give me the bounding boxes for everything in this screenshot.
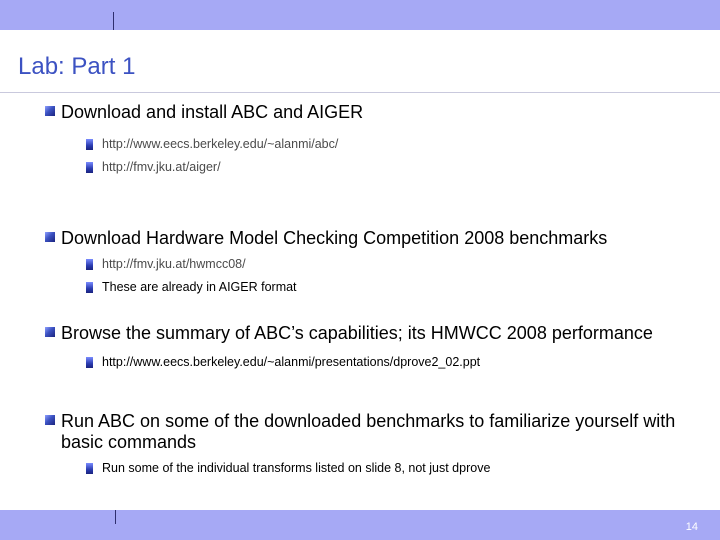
bullet-text: Download Hardware Model Checking Competition 2008 benchmarks (61, 228, 608, 248)
link-hwmcc08[interactable]: http://fmv.jku.at/hwmcc08/ (102, 257, 246, 271)
bullet-text: Run ABC on some of the downloaded benchmarks to familiarize yourself with basic commands (61, 411, 676, 452)
sub-bullet-icon (86, 357, 93, 368)
sub-bullet-icon (86, 162, 93, 173)
sub-bullet-icon (86, 259, 93, 270)
page-number: 14 (685, 521, 698, 533)
title-divider (0, 92, 720, 93)
top-band-tick (113, 12, 114, 30)
bottom-band-tick (115, 510, 116, 524)
top-band (0, 0, 720, 30)
bullet-icon (45, 232, 55, 242)
bullet-text: Browse the summary of ABC’s capabilities; its HMWCC 2008 performance (61, 323, 653, 343)
sub-bullet-icon (86, 139, 93, 150)
sub-bullet-text: Run some of the individual transforms listed on slide 8, not just dprove (102, 461, 491, 475)
bullet-icon (45, 415, 55, 425)
sub-bullet-text: These are already in AIGER format (102, 280, 297, 294)
link-abc[interactable]: http://www.eecs.berkeley.edu/~alanmi/abc/ (102, 137, 339, 151)
bullet-icon (45, 106, 55, 116)
sub-bullet-icon (86, 282, 93, 293)
link-aiger[interactable]: http://fmv.jku.at/aiger/ (102, 160, 221, 174)
link-dprove-ppt[interactable]: http://www.eecs.berkeley.edu/~alanmi/presentations/dprove2_02.ppt (102, 355, 481, 369)
bullet-icon (45, 327, 55, 337)
sub-bullet-icon (86, 463, 93, 474)
slide-title: Lab: Part 1 (18, 53, 136, 80)
bullet-text: Download and install ABC and AIGER (61, 102, 364, 122)
bottom-band (0, 510, 720, 540)
